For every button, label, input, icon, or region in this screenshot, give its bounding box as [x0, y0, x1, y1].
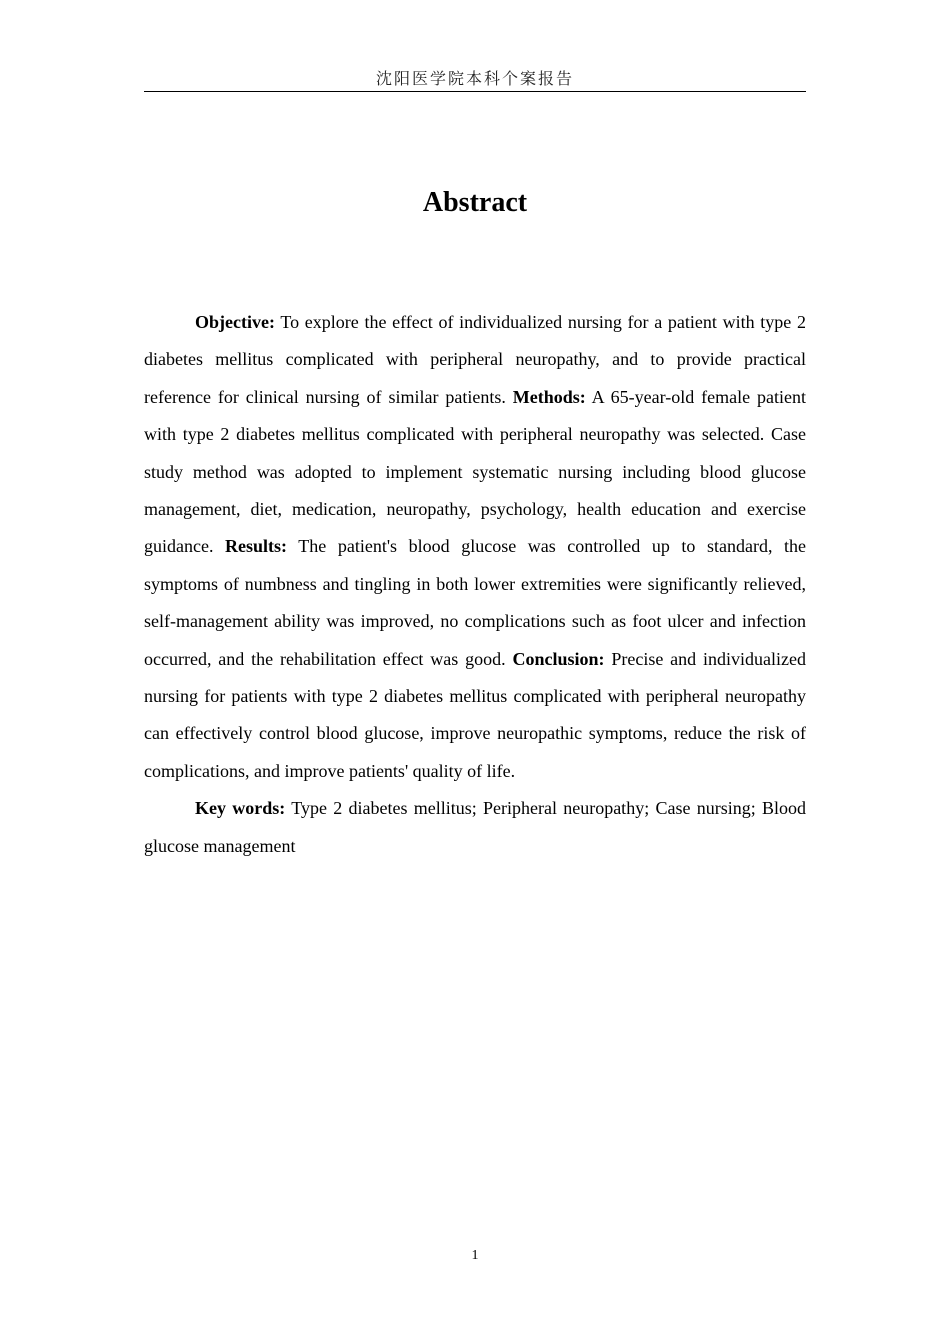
results-text: The patient's blood glucose was controlled up to standard, the symptoms of numbness and tingling in both lower extremities were significantly relieved, self-management ability was improved, no complications such as foot ulcer and infection occurred, and the rehabilitation effect was good.	[144, 536, 807, 669]
abstract-title: Abstract	[422, 187, 528, 218]
methods-text: A 65-year-old female patient with type 2 diabetes mellitus complicated with peripheral neuropathy was selected. Case study method was adopted to implement systematic nursing including blood glucose management, diet, medication, neuropathy, psychology, health education and exercise guidance.	[144, 386, 806, 557]
abstract-body	[144, 304, 806, 865]
header-divider	[144, 91, 806, 92]
keywords-label: Key words:	[195, 798, 286, 819]
results-label: Results:	[225, 536, 288, 557]
objective-text: To explore the effect of individualized nursing for a patient with type 2 diabetes mellitus complicated with peripheral neuropathy, and to provide practical reference for clinical nursing of similar patients.	[144, 312, 806, 407]
keywords-text: Type 2 diabetes mellitus; Peripheral neuropathy; Case nursing; Blood glucose management	[144, 798, 806, 856]
keywords-paragraph	[144, 790, 806, 865]
conclusion-label: Conclusion:	[512, 648, 605, 669]
conclusion-text: Precise and individualized nursing for patients with type 2 diabetes mellitus complicated with peripheral neuropathy can effectively control blood glucose, improve neuropathic symptoms, reduce the risk of complications, and improve patients' quality of life.	[144, 648, 806, 781]
objective-label: Objective:	[195, 312, 275, 332]
abstract-paragraph	[144, 304, 806, 790]
methods-label: Methods:	[512, 386, 586, 407]
page-number: 1	[471, 1248, 479, 1263]
page-header: 沈阳医学院本科个案报告	[375, 69, 574, 88]
